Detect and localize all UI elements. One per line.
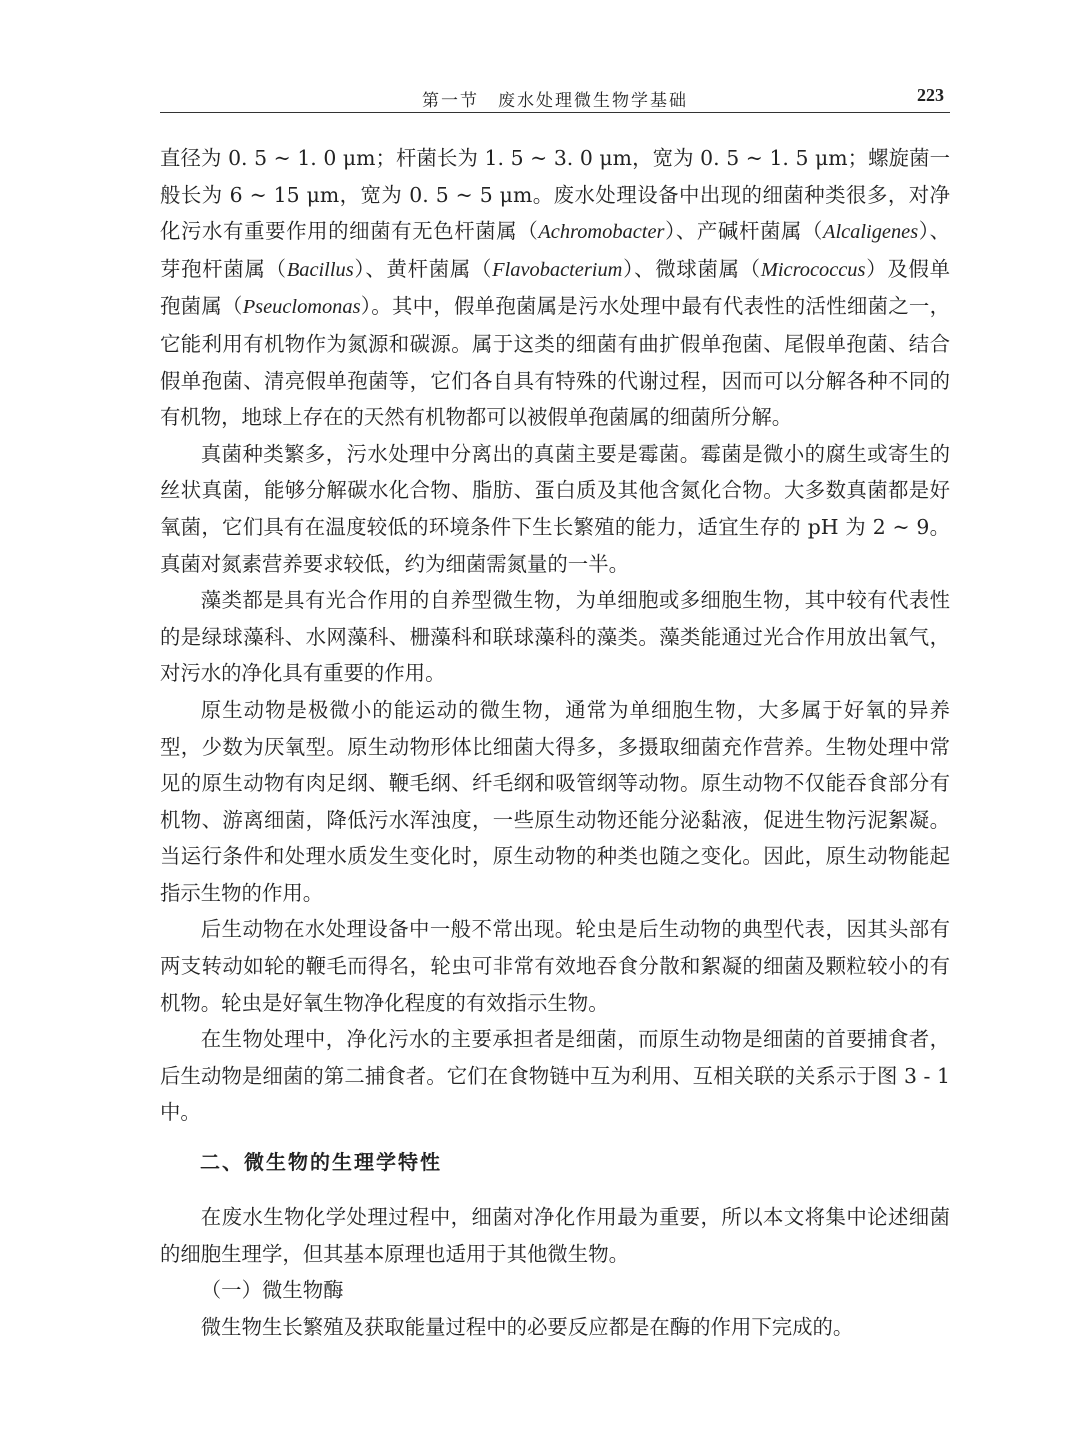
paragraph-fungi: 真菌种类繁多，污水处理中分离出的真菌主要是霉菌。霉菌是微小的腐生或寄生的丝状真菌，能够分解碳水化合物、脂肪、蛋白质及其他含氮化合物。大多数真菌都是好氧菌，它们具有在温度较低的环境条件下生长繁殖的能力，适宜生存的 pH 为 2 ~ 9。真菌对氮素营养要求较低，约为细菌需氮量的一半。: [160, 441, 950, 576]
paragraph-food-chain: 在生物处理中，净化污水的主要承担者是细菌，而原生动物是细菌的首要捕食者，后生动物是细菌的第二捕食者。它们在食物链中互为利用、互相关联的关系示于图 3 - 1 中。: [160, 1027, 950, 1125]
genus-name: Bacillus: [286, 258, 354, 281]
page-number: 223: [917, 85, 944, 105]
paragraph-cell-physiology: 在废水生物化学处理过程中，细菌对净化作用最为重要，所以本文将集中论述细菌的细胞生理学，但其基本原理也适用于其他微生物。: [160, 1205, 950, 1266]
running-header-title: 第一节 废水处理微生物学基础: [422, 91, 688, 111]
section-heading: 二、微生物的生理学特性: [200, 1150, 442, 1175]
text-run: ）、芽孢杆菌属（: [160, 219, 950, 281]
text-run: ）及假单孢菌属（: [160, 256, 950, 319]
sub-heading: （一）微生物酶: [200, 1278, 344, 1303]
genus-name: Achromobacter: [538, 221, 665, 244]
paragraph-algae: 藻类都是具有光合作用的自养型微生物，为单细胞或多细胞生物，其中较有代表性的是绿球藻科、水网藻科、栅藻科和联球藻科的藻类。藻类能通过光合作用放出氧气，对污水的净化具有重要的作用。: [160, 588, 950, 686]
genus-name: Alcaligenes: [823, 221, 919, 244]
text-run: ）。其中，假单孢菌属是污水处理中最有代表性的活性细菌之一，它能利用有机物作为氮源和碳源。属于这类的细菌有曲扩假单孢菌、尾假单孢菌、结合假单孢菌、清亮假单孢菌等，它们各自具有特殊的代谢过程，因而可以分解各种不同的有机物，地球上存在的天然有机物都可以被假单孢菌属的细菌所分解。: [160, 294, 951, 430]
genus-name: Micrococcus: [760, 258, 866, 281]
paragraph-enzymes: 微生物生长繁殖及获取能量过程中的必要反应都是在酶的作用下完成的。: [200, 1314, 854, 1339]
paragraph-bacteria-genera: [160, 140, 950, 436]
running-header: [160, 86, 950, 113]
paragraph-protozoa: 原生动物是极微小的能运动的微生物，通常为单细胞生物，大多属于好氧的异养型，少数为厌氧型。原生动物形体比细菌大得多，多摄取细菌充作营养。生物处理中常见的原生动物有肉足纲、鞭毛纲、纤毛纲和吸管纲等动物。原生动物不仅能吞食部分有机物、游离细菌，降低污水浑浊度，一些原生动物还能分泌黏液，促进生物污泥絮凝。当运行条件和处理水质发生变化时，原生动物的种类也随之变化。因此，原生动物能起指示生物的作用。: [160, 697, 950, 905]
genus-name: Flavobacterium: [492, 258, 623, 281]
text-run: ）、产碱杆菌属（: [664, 219, 824, 244]
text-run: ）、微球菌属（: [622, 256, 761, 281]
text-run: ）、黄杆菌属（: [353, 256, 493, 281]
paragraph-metazoa: 后生动物在水处理设备中一般不常出现。轮虫是后生动物的典型代表，因其头部有两支转动如轮的鞭毛而得名，轮虫可非常有效地吞食分散和絮凝的细菌及颗粒较小的有机物。轮虫是好氧生物净化程度的有效指示生物。: [160, 917, 950, 1015]
genus-name: Pseuclomonas: [242, 296, 361, 319]
page-body: [160, 140, 950, 1345]
text-run: 直径为 0. 5 ~ 1. 0 μm；杆菌长为 1. 5 ~ 3. 0 μm，宽为 0. 5 ~ 1. 5 μm；螺旋菌一般长为 6 ~ 15 μm，宽为 0. 5 ~ 5 μm。废水处理设备中出现的细菌种类很多，对净化污水有重要作用的细菌有无色杆菌属（: [160, 146, 950, 244]
